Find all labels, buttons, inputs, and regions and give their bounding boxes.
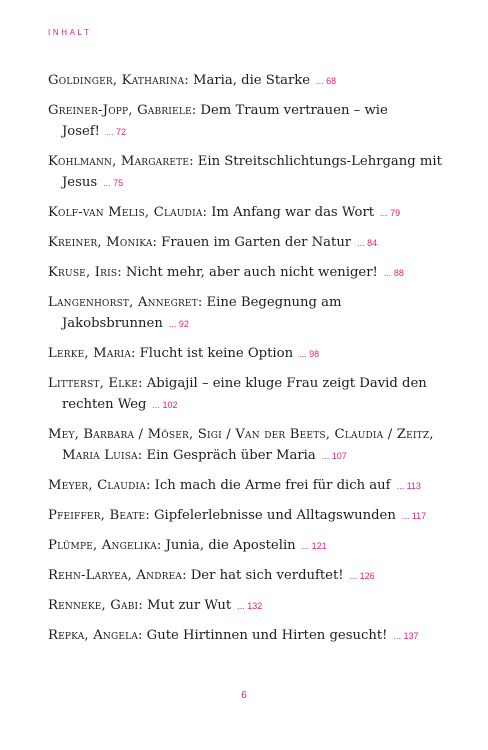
entry-page: ... 126: [349, 571, 375, 581]
toc-entry: Rehn-Laryea, Andrea: Der hat sich verduftet! ... 126: [48, 568, 375, 583]
entry-title: Ich mach die Arme frei für dich auf: [154, 478, 391, 493]
entry-author: Repka, Angela: [48, 628, 139, 643]
toc-entry: Kohlmann, Margarete: Ein Streitschlichtungs-Lehrgang mit Jesus ... 75: [48, 154, 442, 190]
toc-entry: Greiner-Jopp, Gabriele: Dem Traum vertrauen – wie Josef! ... 72: [48, 103, 388, 139]
entry-author: Renneke, Gabi: [48, 598, 139, 613]
entry-title: Der hat sich verduftet!: [190, 568, 344, 583]
entry-author: Litterst, Elke: [48, 376, 139, 391]
entry-page: ... 92: [168, 319, 189, 329]
entry-page: ... 102: [152, 400, 178, 410]
entry-title: Dem Traum vertrauen – wie Josef!: [62, 103, 388, 139]
entry-title: Gute Hirtinnen und Hirten gesucht!: [146, 628, 388, 643]
entry-page: ... 117: [401, 511, 427, 521]
toc-entry: Lerke, Maria: Flucht ist keine Option ... 98: [48, 346, 320, 361]
entry-title: Flucht ist keine Option: [139, 346, 294, 361]
entry-title: Eine Begegnung am Jakobsbrunnen: [62, 295, 342, 331]
entry-author: Pfeiffer, Beate: [48, 508, 146, 523]
entry-author: Plümpe, Angelika: [48, 538, 157, 553]
toc-entry: Kruse, Iris: Nicht mehr, aber auch nicht weniger! ... 88: [48, 265, 404, 280]
toc-entry: Kreiner, Monika: Frauen im Garten der Natur ... 84: [48, 235, 378, 250]
entry-page: ... 68: [316, 76, 337, 86]
entry-page: ... 132: [237, 601, 263, 611]
entry-page: ... 113: [396, 481, 421, 491]
section-header: INHALT: [48, 28, 92, 37]
entry-page: ... 98: [299, 349, 320, 359]
entry-title: Ein Streitschlichtungs-Lehrgang mit Jesus: [62, 154, 442, 190]
entry-title: Gipfelerlebnisse und Alltagswunden: [153, 508, 396, 523]
entry-page: ... 79: [380, 208, 401, 218]
entry-title: Abigajil – eine kluge Frau zeigt David den rechten Weg: [62, 376, 427, 412]
entry-author: Kohlmann, Margarete: [48, 154, 190, 169]
entry-author: Rehn-Laryea, Andrea: [48, 568, 183, 583]
entry-page: ... 75: [103, 178, 124, 188]
toc-entry: Meyer, Claudia: Ich mach die Arme frei für dich auf ... 113: [48, 478, 421, 493]
entry-page: ... 107: [321, 451, 347, 461]
entry-author: Goldinger, Katharina: [48, 73, 185, 88]
entry-author: Meyer, Claudia: [48, 478, 146, 493]
entry-author: Kolf-van Melis, Claudia: [48, 205, 203, 220]
entry-title: Ein Gespräch über Maria: [146, 448, 316, 463]
toc-entry: Repka, Angela: Gute Hirtinnen und Hirten gesucht! ... 137: [48, 628, 419, 643]
page-number: 6: [241, 690, 247, 701]
toc-entry: Goldinger, Katharina: Maria, die Starke ... 68: [48, 73, 337, 88]
entry-author: Mey, Barbara / Möser, Sigi / Van der Beets, Claudia / Zeitz, Maria Luisa: [48, 427, 434, 463]
toc-entry: Renneke, Gabi: Mut zur Wut ... 132: [48, 598, 263, 613]
toc-entry: Kolf-van Melis, Claudia: Im Anfang war das Wort ... 79: [48, 205, 401, 220]
entry-title: Junia, die Apostelin: [165, 538, 296, 553]
entry-page: ... 84: [357, 238, 378, 248]
entry-page: ... 88: [383, 268, 404, 278]
entry-author: Greiner-Jopp, Gabriele: [48, 103, 192, 118]
toc-entry: Litterst, Elke: Abigajil – eine kluge Frau zeigt David den rechten Weg ... 102: [48, 376, 427, 412]
toc-entry: Langenhorst, Annegret: Eine Begegnung am Jakobsbrunnen ... 92: [48, 295, 342, 331]
table-of-contents: [48, 70, 448, 655]
entry-title: Im Anfang war das Wort: [211, 205, 375, 220]
entry-title: Frauen im Garten der Natur: [161, 235, 352, 250]
entry-title: Mut zur Wut: [146, 598, 232, 613]
toc-entry: Plümpe, Angelika: Junia, die Apostelin ... 121: [48, 538, 327, 553]
entry-title: Nicht mehr, aber auch nicht weniger!: [125, 265, 378, 280]
entry-author: Kreiner, Monika: [48, 235, 153, 250]
entry-page: ... 137: [393, 631, 419, 641]
entry-page: ... 72: [105, 127, 126, 137]
entry-author: Kruse, Iris: [48, 265, 118, 280]
entry-title: Maria, die Starke: [193, 73, 311, 88]
entry-page: ... 121: [301, 541, 327, 551]
entry-author: Langenhorst, Annegret: [48, 295, 198, 310]
entry-author: Lerke, Maria: [48, 346, 132, 361]
toc-entry: Mey, Barbara / Möser, Sigi / Van der Beets, Claudia / Zeitz, Maria Luisa: Ein Gespräch über Maria ... 107: [48, 427, 434, 463]
toc-entry: Pfeiffer, Beate: Gipfelerlebnisse und Alltagswunden ... 117: [48, 508, 427, 523]
